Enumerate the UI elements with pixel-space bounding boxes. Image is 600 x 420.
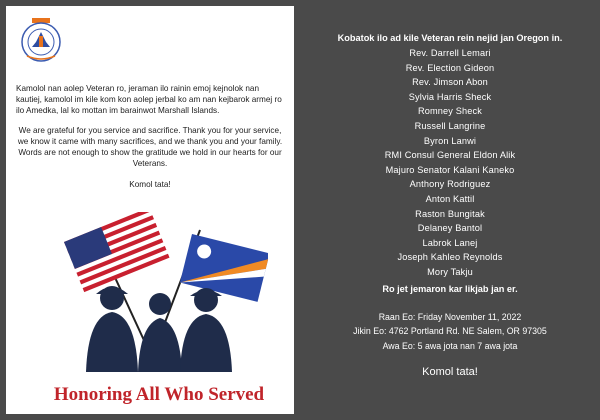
veteran-name: Anton Kattil	[425, 193, 475, 204]
marshallese-message: Kamolol nan aolep Veteran ro, jeraman ilo rainin emoj kejnolok nan kautiej, kamolol im kile kom kon aolep jerbal ko am nan kejbarok armej ro ilo Amedka, lal ko mottan im barainwot Marshall Islands.	[16, 84, 282, 115]
veteran-name: Rev. Darrell Lemari	[409, 48, 491, 58]
veteran-name: Anthony Rodriguez	[409, 179, 491, 190]
veteran-name: Mory Takju	[427, 266, 473, 277]
veteran-name: Joseph Kahleo Reynolds	[397, 252, 503, 263]
veteran-name: Russell Langrine	[414, 120, 486, 131]
left-sign-off: Komol tata!	[129, 179, 171, 189]
veterans-title: Kobatok ilo ad kile Veteran rein nejid jan Oregon in.	[337, 33, 563, 43]
event-details	[310, 310, 590, 353]
event-location: Jikin Eo: 4762 Portland Rd. NE Salem, OR 97305	[353, 326, 547, 337]
veteran-name: Sylvia Harris Sheck	[408, 91, 492, 102]
organization-logo	[18, 18, 64, 64]
veteran-name: Labrok Lanej	[422, 237, 478, 248]
veteran-name: Delaney Bantol	[417, 223, 483, 234]
veteran-name: Romney Sheck	[417, 106, 483, 117]
veterans-list	[310, 46, 590, 280]
veteran-name: RMI Consul General Eldon Alik	[384, 150, 516, 161]
banner-text: Honoring All Who Served	[53, 384, 265, 405]
closing-thanks: Komol tata!	[422, 365, 478, 378]
veteran-name: Rev. Election Gideon	[405, 62, 495, 73]
soldier-silhouettes	[86, 286, 232, 372]
veteran-name: Byron Lanwi	[423, 135, 477, 146]
message-block	[16, 84, 284, 200]
event-date: Raan Eo: Friday November 11, 2022	[378, 312, 522, 323]
veteran-name: Raston Bungitak	[415, 208, 485, 219]
veterans-subtitle: Ro jet jemaron kar likjab jan er.	[382, 283, 518, 294]
english-message: We are grateful for you service and sacrifice. Thank you for your service, we know it came with many sacrifices, and we thank you and your family. Words are not enough to show the gratitude we hold in our hearts for our Veterans.	[17, 126, 283, 168]
veteran-name: Majuro Senator Kalani Kaneko	[385, 164, 515, 175]
veteran-name: Rev. Jimson Abon	[412, 77, 488, 88]
flyer-card	[6, 6, 294, 414]
veterans-panel	[310, 32, 590, 379]
event-time: Awa Eo: 5 awa jota nan 7 awa jota	[382, 340, 518, 351]
honoring-veterans-artwork	[50, 212, 268, 412]
